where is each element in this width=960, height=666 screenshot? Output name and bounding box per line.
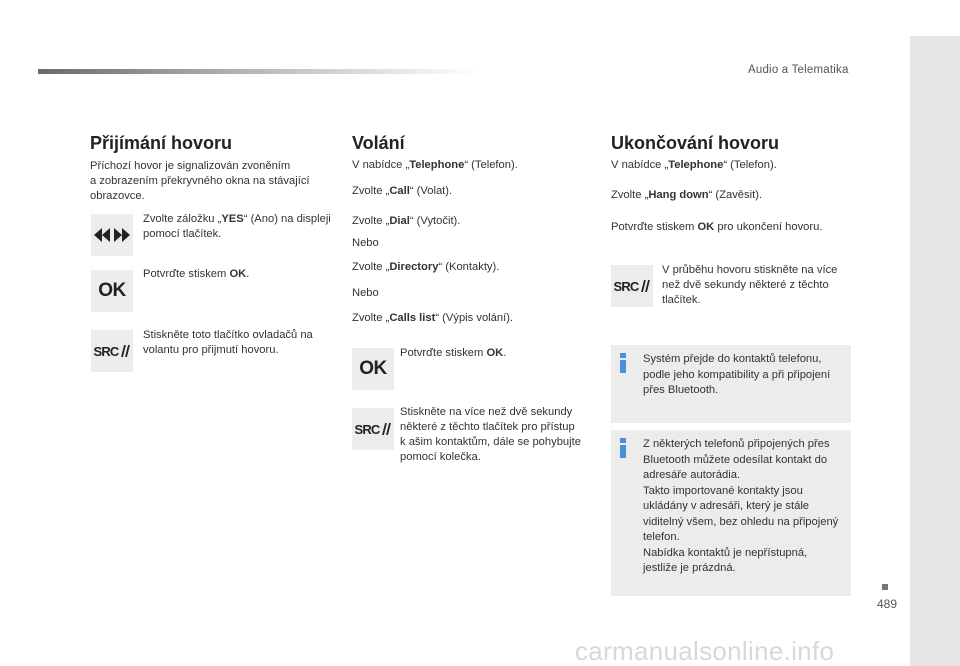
section-title: Audio a Telematika — [748, 64, 849, 76]
page-number: 489 — [877, 597, 898, 611]
info-icon — [619, 438, 627, 458]
or-text-2: Nebo — [352, 287, 379, 299]
step-confirm-end: Potvrďte stiskem OK pro ukončení hovoru. — [611, 221, 823, 233]
info-box-contacts — [611, 345, 851, 423]
step-select-dial: Zvolte „Dial“ (Vytočit). — [352, 215, 461, 227]
heading-ending-call: Ukončování hovoru — [611, 133, 780, 153]
intro-text: Příchozí hovor je signalizován zvoněním a zobrazením překryvného okna na stávající obrazovce. — [90, 160, 310, 202]
seek-buttons-icon — [91, 214, 133, 256]
or-text-1: Nebo — [352, 237, 379, 249]
step-confirm-ok: Potvrďte stiskem OK. — [143, 268, 250, 280]
info-text: Z některých telefonů připojených přes Bluetooth můžete odesílat kontakt do adresáře autorádia. Takto importované kontakty jsou ukládány v adresáři, který je stále viditelný všem, bez ohledu na připojený telefon. Nabídka kontaktů je nepřístupná, jestliže je prázdná. — [643, 438, 839, 574]
page-marker — [882, 584, 888, 590]
step-select-hang-down: Zvolte „Hang down“ (Zavěsit). — [611, 189, 763, 201]
ok-button-icon: OK — [352, 348, 394, 390]
step-confirm-ok: Potvrďte stiskem OK. — [400, 347, 507, 359]
watermark: carmanualsonline.info — [575, 636, 835, 666]
src-button-icon: SRC — [352, 408, 394, 450]
step-hold-end: V průběhu hovoru stiskněte na více než dvě sekundy některé z těchto tlačítek. — [662, 264, 838, 306]
src-button-icon: SRC — [91, 330, 133, 372]
info-text: Systém přejde do kontaktů telefonu, podle jeho kompatibility a při připojení přes Bluetooth. — [643, 353, 831, 396]
step-select-yes: Zvolte záložku „YES“ (Ano) na displeji pomocí tlačítek. — [143, 213, 331, 240]
step-select-call: Zvolte „Call“ (Volat). — [352, 185, 453, 197]
side-strip — [910, 36, 960, 666]
step-hold-contacts: Stiskněte na více než dvě sekundy některé z těchto tlačítek pro přístup k ašim kontaktům, dále se pohybujte pomocí kolečka. — [400, 406, 581, 463]
ok-button-icon: OK — [91, 270, 133, 312]
step-select-calls-list: Zvolte „Calls list“ (Výpis volání). — [352, 312, 514, 324]
info-box-bluetooth — [611, 430, 851, 596]
heading-calling: Volání — [352, 133, 405, 153]
step-telephone-menu: V nabídce „Telephone“ (Telefon). — [611, 159, 777, 171]
step-steering-button: Stiskněte toto tlačítko ovladačů na volantu pro přijmutí hovoru. — [143, 329, 313, 356]
header-gradient-bar — [38, 69, 478, 74]
info-icon — [619, 353, 627, 373]
step-telephone-menu: V nabídce „Telephone“ (Telefon). — [352, 159, 518, 171]
heading-receiving-call: Přijímání hovoru — [90, 133, 233, 153]
step-select-directory: Zvolte „Directory“ (Kontakty). — [352, 261, 500, 273]
src-button-icon: SRC — [611, 265, 653, 307]
